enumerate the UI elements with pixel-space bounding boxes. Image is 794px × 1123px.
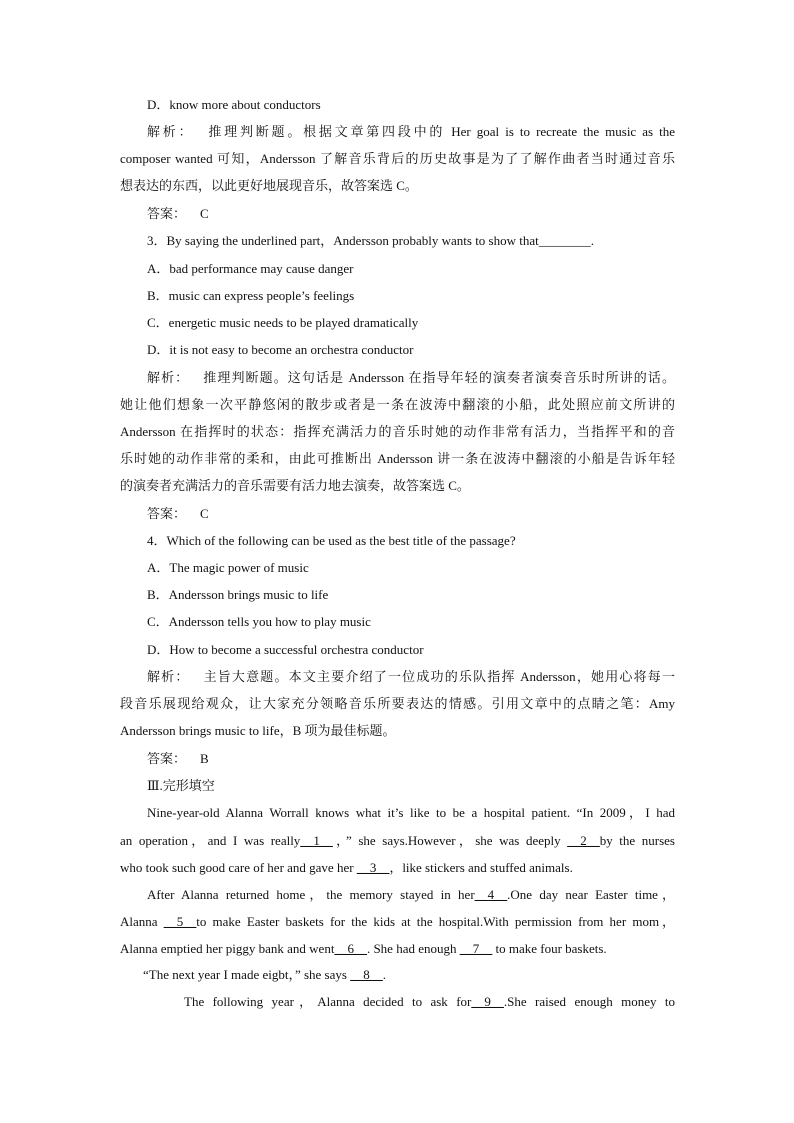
blank-3[interactable]: __3__ bbox=[356, 860, 390, 875]
blank-5[interactable]: __5__ bbox=[163, 914, 197, 929]
cloze-p2-line-3: Alanna emptied her piggy bank and went__6__. She had enough __7__ to make four baskets. bbox=[120, 941, 607, 956]
q4-option-d: D．How to become a successful orchestra conductor bbox=[147, 642, 424, 657]
blank-8[interactable]: __8__ bbox=[350, 967, 383, 982]
cloze-p1-line-1: Nine-year-old Alanna Worrall knows what it’s like to be a hospital patient. “In 2009，I had bbox=[147, 805, 675, 820]
q4-option-c: C．Andersson tells you how to play music bbox=[147, 614, 371, 629]
q3-analysis-line-1: 解析： 推理判断题。这句话是 Andersson 在指导年轻的演奏者演奏音乐时所讲的话。 bbox=[147, 370, 675, 385]
cloze-p2-line-2: Alanna __5__to make Easter baskets for the kids at the hospital.With permission from her mom， bbox=[120, 914, 675, 929]
q4-analysis-line-1: 解析： 主旨大意题。本文主要介绍了一位成功的乐队指挥 Andersson，她用心将每一 bbox=[147, 669, 675, 684]
q3-option-b: B．music can express people’s feelings bbox=[147, 288, 355, 303]
answer-label: 答案： bbox=[147, 206, 187, 221]
answer-value: C bbox=[200, 206, 209, 221]
section-title: Ⅲ.完形填空 bbox=[147, 778, 215, 793]
cloze-p1-line-2: an operation，and I was really__1__，” she says.However，she was deeply __2__by the nurses bbox=[120, 833, 675, 848]
cloze-p4-line-1: The following year，Alanna decided to ask for__9__.She raised enough money to bbox=[184, 994, 675, 1009]
q3-analysis-line-3: Andersson 在指挥时的状态：指挥充满活力的音乐时她的动作非常有活力，当指挥平和的音 bbox=[120, 424, 675, 439]
q3-option-d: D．it is not easy to become an orchestra conductor bbox=[147, 342, 414, 357]
q3-analysis-line-5: 的演奏者充满活力的音乐需要有活力地去演奏，故答案选 C。 bbox=[120, 478, 470, 493]
blank-4[interactable]: __4__ bbox=[474, 887, 508, 902]
answer-label: 答案： bbox=[147, 506, 187, 521]
q4-answer bbox=[147, 751, 702, 767]
answer-value: C bbox=[200, 506, 209, 521]
analysis-label: 解析： bbox=[147, 370, 190, 385]
q4-analysis-line-3: Andersson brings music to life，B 项为最佳标题。 bbox=[120, 723, 396, 738]
q4-stem: 4．Which of the following can be used as the best title of the passage? bbox=[147, 533, 516, 548]
blank-7[interactable]: __7__ bbox=[459, 941, 493, 956]
q2-analysis-line-3: 想表达的东西，以此更好地展现音乐，故答案选 C。 bbox=[120, 178, 418, 193]
cloze-p3-line-1: “The next year I made eigbt，” she says __8__. bbox=[143, 967, 386, 982]
analysis-label: 解析： bbox=[147, 669, 190, 684]
blank-2[interactable]: __2__ bbox=[567, 833, 600, 848]
q3-stem: 3．By saying the underlined part，Andersson probably wants to show that________. bbox=[147, 233, 594, 248]
cloze-p2-line-1: After Alanna returned home，the memory stayed in her__4__.One day near Easter time， bbox=[147, 887, 675, 902]
q2-analysis-line-2: composer wanted 可知，Andersson 了解音乐背后的历史故事是为了了解作曲者当时通过音乐 bbox=[120, 151, 675, 166]
blank-6[interactable]: __6__ bbox=[334, 941, 367, 956]
q2-answer bbox=[147, 206, 702, 222]
q4-analysis-line-2: 段音乐展现给观众，让大家充分领略音乐所要表达的情感。引用文章中的点睛之笔：Amy bbox=[120, 696, 675, 711]
answer-value: B bbox=[200, 751, 209, 766]
q2-analysis-line-1: 解析： 推理判断题。根据文章第四段中的 Her goal is to recreate the music as the bbox=[147, 124, 675, 139]
answer-label: 答案： bbox=[147, 751, 187, 766]
q3-option-a: A．bad performance may cause danger bbox=[147, 261, 354, 276]
q2-option-d: D．know more about conductors bbox=[147, 97, 321, 112]
q3-option-c: C．energetic music needs to be played dramatically bbox=[147, 315, 419, 330]
q3-analysis-line-2: 她让他们想象一次平静悠闲的散步或者是一条在波涛中翻滚的小船，此处照应前文所讲的 bbox=[120, 397, 675, 412]
q3-analysis-line-4: 乐时她的动作非常的柔和，由此可推断出 Andersson 讲一条在波涛中翻滚的小船是告诉年轻 bbox=[120, 451, 675, 466]
blank-1[interactable]: __1__ bbox=[300, 833, 333, 848]
analysis-label: 解析： bbox=[147, 124, 195, 139]
q3-answer bbox=[147, 506, 702, 522]
cloze-p1-line-3: who took such good care of her and gave her __3__，like stickers and stuffed animals. bbox=[120, 860, 573, 875]
q4-option-a: A．The magic power of music bbox=[147, 560, 309, 575]
blank-9[interactable]: __9__ bbox=[471, 994, 504, 1009]
q4-option-b: B．Andersson brings music to life bbox=[147, 587, 329, 602]
